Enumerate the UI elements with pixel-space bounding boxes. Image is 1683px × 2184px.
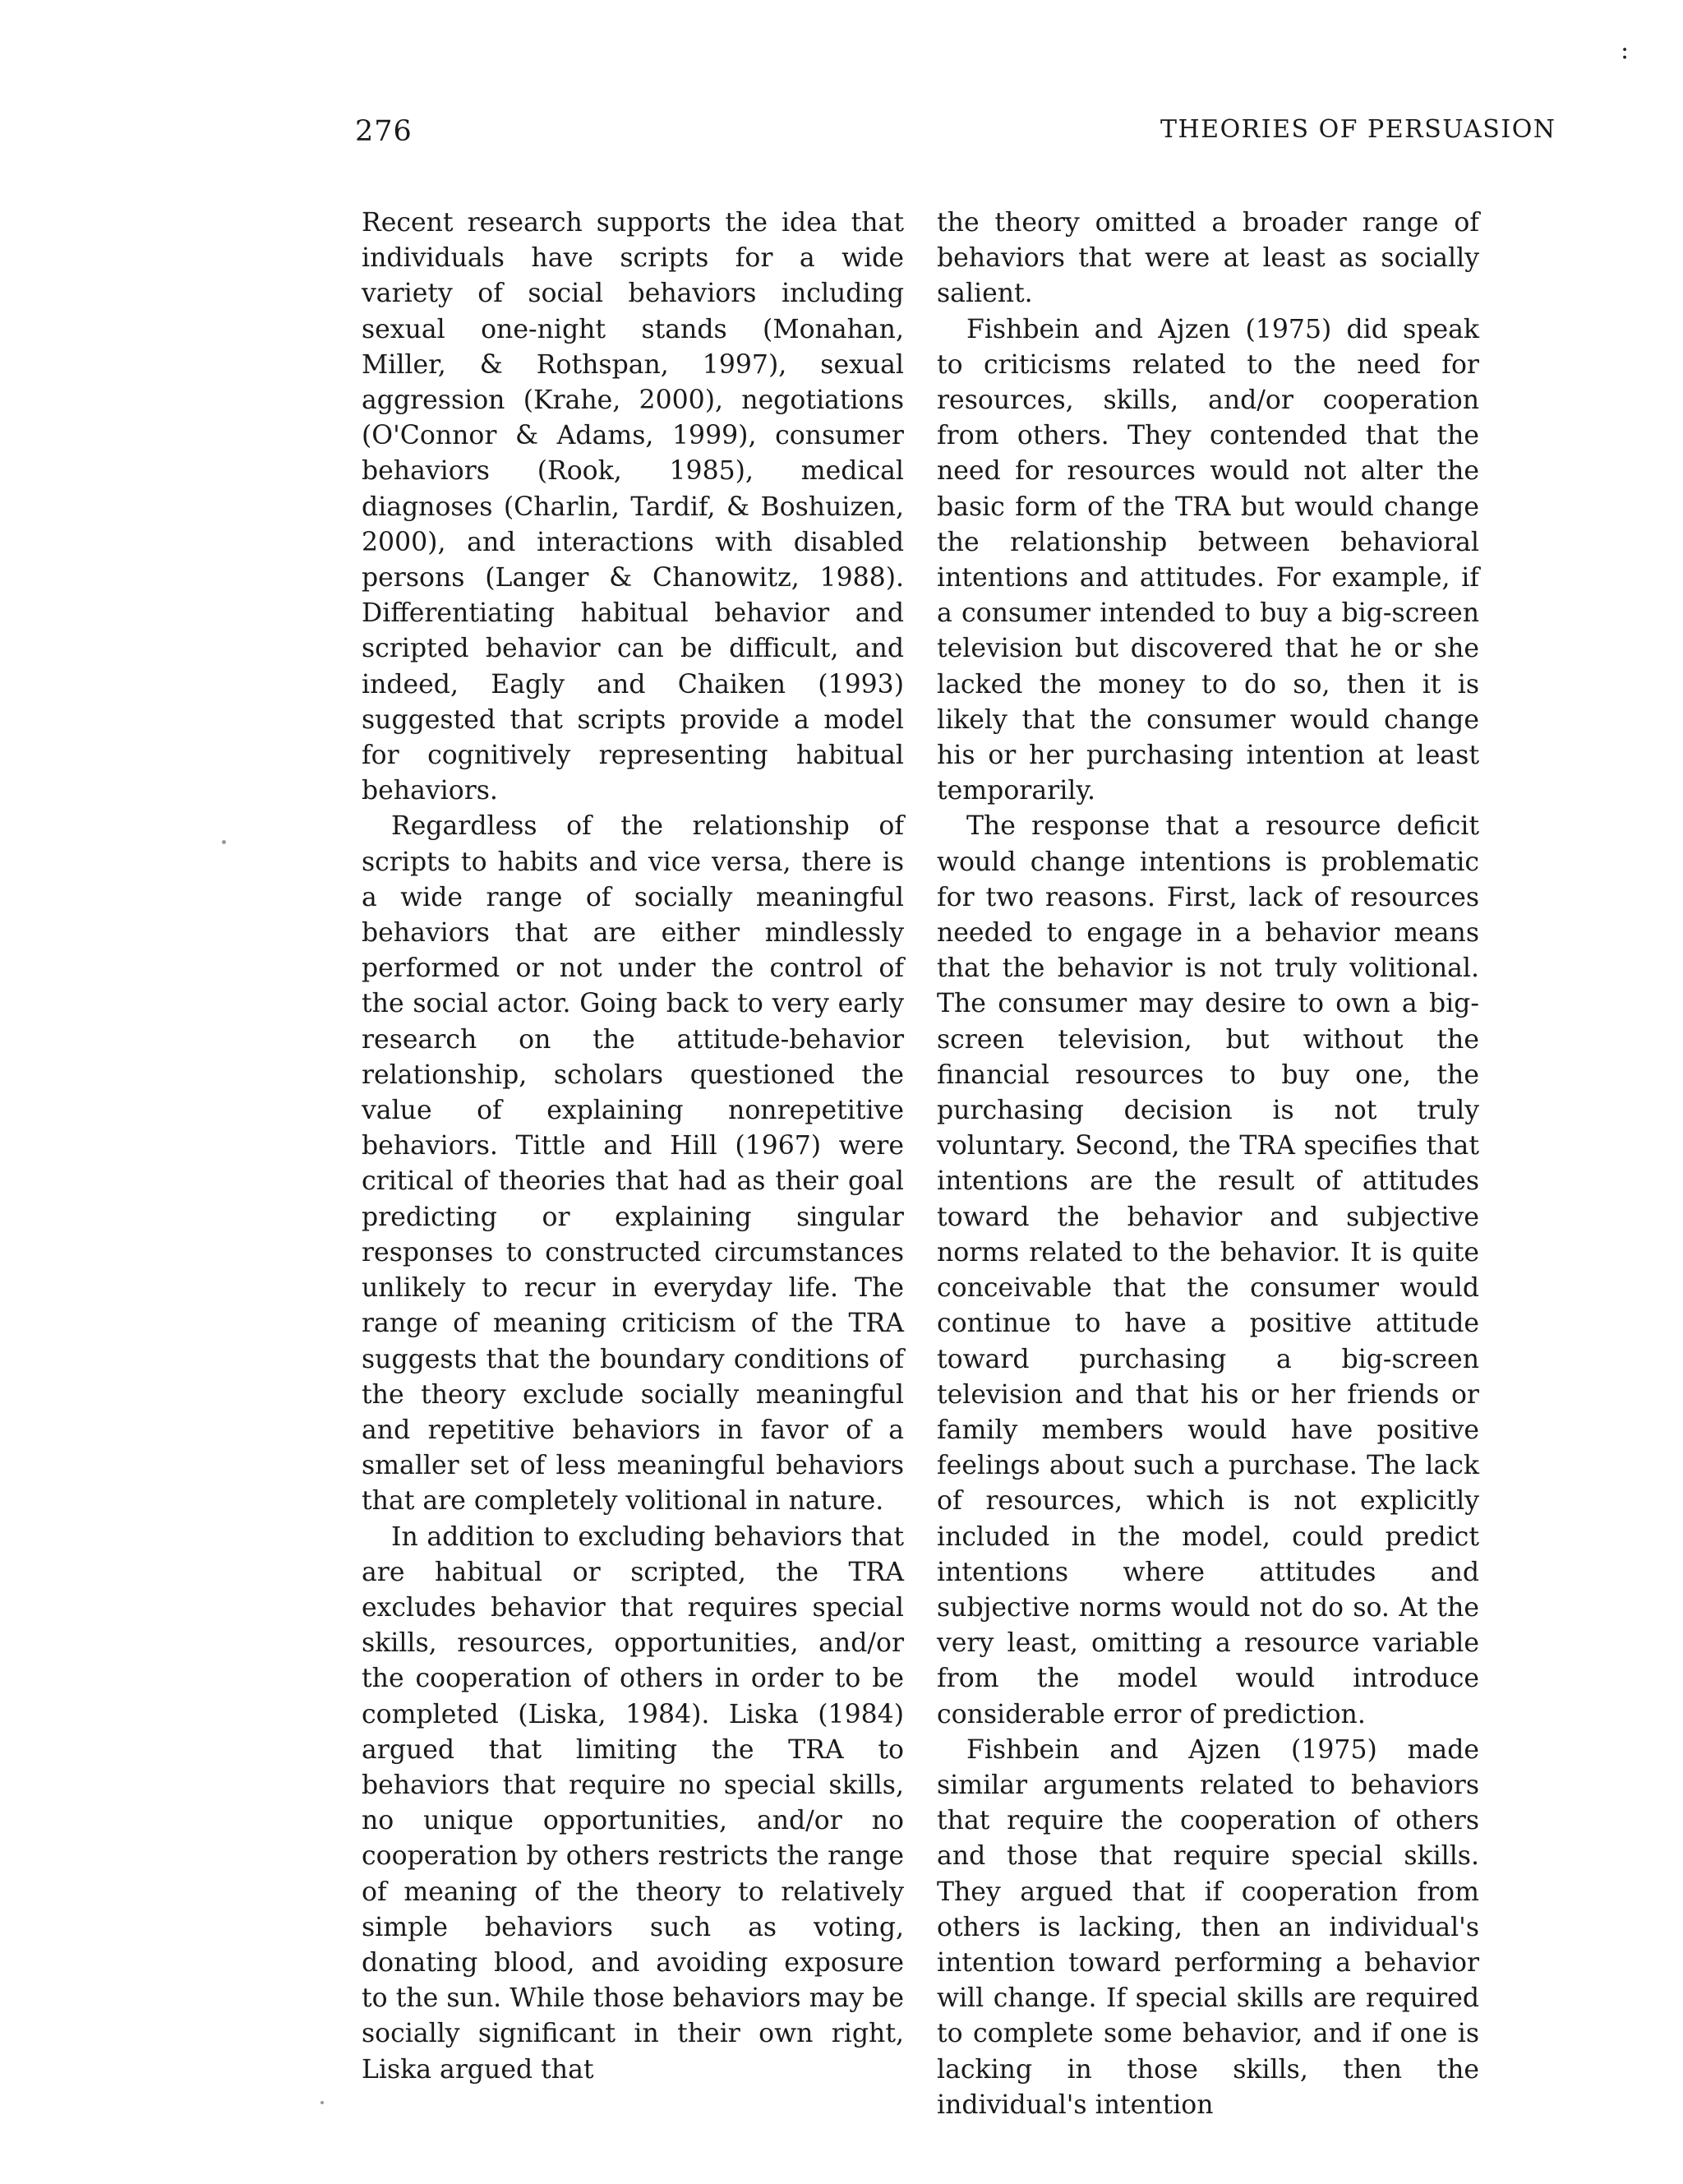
paragraph: Recent research supports the idea that individuals have scripts for a wide variety of social behaviors including sexual one-night stands (Monahan, Miller, & Rothspan, 1997), sexual aggression (Krahe, 2000), negotiations (O'Connor & Adams, 1999), consumer behaviors (Rook, 1985), medical diagnoses (Charlin, Tardif, & Boshuizen, 2000), and interactions with disabled persons (Langer & Chanowitz, 1988). Differentiating habitual behavior and scripted behavior can be difficult, and indeed, Eagly and Chaiken (1993) suggested that scripts provide a model for cognitively representing habitual behaviors. bbox=[362, 208, 904, 806]
paragraph: the theory omitted a broader range of behaviors that were at least as socially salient. bbox=[937, 208, 1479, 309]
page-number: 276 bbox=[355, 115, 413, 148]
paragraph: In addition to excluding behaviors that are habitual or scripted, the TRA excludes behavior that requires special skills, resources, opportunities, and/or the cooperation of others in order to be completed (Liska, 1984). Liska (1984) argued that limiting the TRA to behaviors that require no special skills, no unique opportunities, and/or no cooperation by others restricts the range of meaning of the theory to relatively simple behaviors such as voting, donating blood, and avoiding exposure to the sun. While those behaviors may be socially significant in their own right, Liska argued that bbox=[362, 1521, 904, 2085]
right-column bbox=[937, 205, 1479, 2123]
corner-mark: : bbox=[1621, 36, 1630, 65]
running-head: THEORIES OF PERSUASION bbox=[1160, 115, 1556, 144]
paragraph: Fishbein and Ajzen (1975) made similar arguments related to behaviors that require the cooperation of others and those that require special skills. They argued that if cooperation from others is lacking, then an individual's intention toward performing a behavior will change. If special skills are required to complete some behavior, and if one is lacking in those skills, then the individual's intention bbox=[937, 1734, 1479, 2120]
scan-speck bbox=[222, 840, 226, 844]
paragraph: The response that a resource deficit would change intentions is problematic for two reasons. First, lack of resources needed to engage in a behavior means that the behavior is not truly volitional. The consumer may desire to own a big-screen television, but without the financial resources to buy one, the purchasing decision is not truly voluntary. Second, the TRA specifies that intentions are the result of attitudes toward the behavior and subjective norms related to the behavior. It is quite conceivable that the consumer would continue to have a positive attitude toward purchasing a big-screen television and that his or her friends or family members would have positive feelings about such a purchase. The lack of resources, which is not explicitly included in the model, could predict intentions where attitudes and subjective norms would not do so. At the very least, omitting a resource variable from the model would introduce considerable error of prediction. bbox=[937, 811, 1479, 1729]
left-column bbox=[362, 205, 904, 2088]
scan-speck bbox=[320, 2101, 324, 2104]
paragraph: Fishbein and Ajzen (1975) did speak to criticisms related to the need for resources, skills, and/or cooperation from others. They contended that the need for resources would not alter the basic form of the TRA but would change the relationship between behavioral intentions and attitudes. For example, if a consumer intended to buy a big-screen television but discovered that he or she lacked the money to do so, then it is likely that the consumer would change his or her purchasing intention at least temporarily. bbox=[937, 314, 1479, 806]
paragraph: Regardless of the relationship of scripts to habits and vice versa, there is a wide range of socially meaningful behaviors that are either mindlessly performed or not under the control of the social actor. Going back to very early research on the attitude-behavior relationship, scholars questioned the value of explaining nonrepetitive behaviors. Tittle and Hill (1967) were critical of theories that had as their goal predicting or explaining singular responses to constructed circumstances unlikely to recur in everyday life. The range of meaning criticism of the TRA suggests that the boundary conditions of the theory exclude socially meaningful and repetitive behaviors in favor of a smaller set of less meaningful behaviors that are completely volitional in nature. bbox=[362, 811, 904, 1517]
